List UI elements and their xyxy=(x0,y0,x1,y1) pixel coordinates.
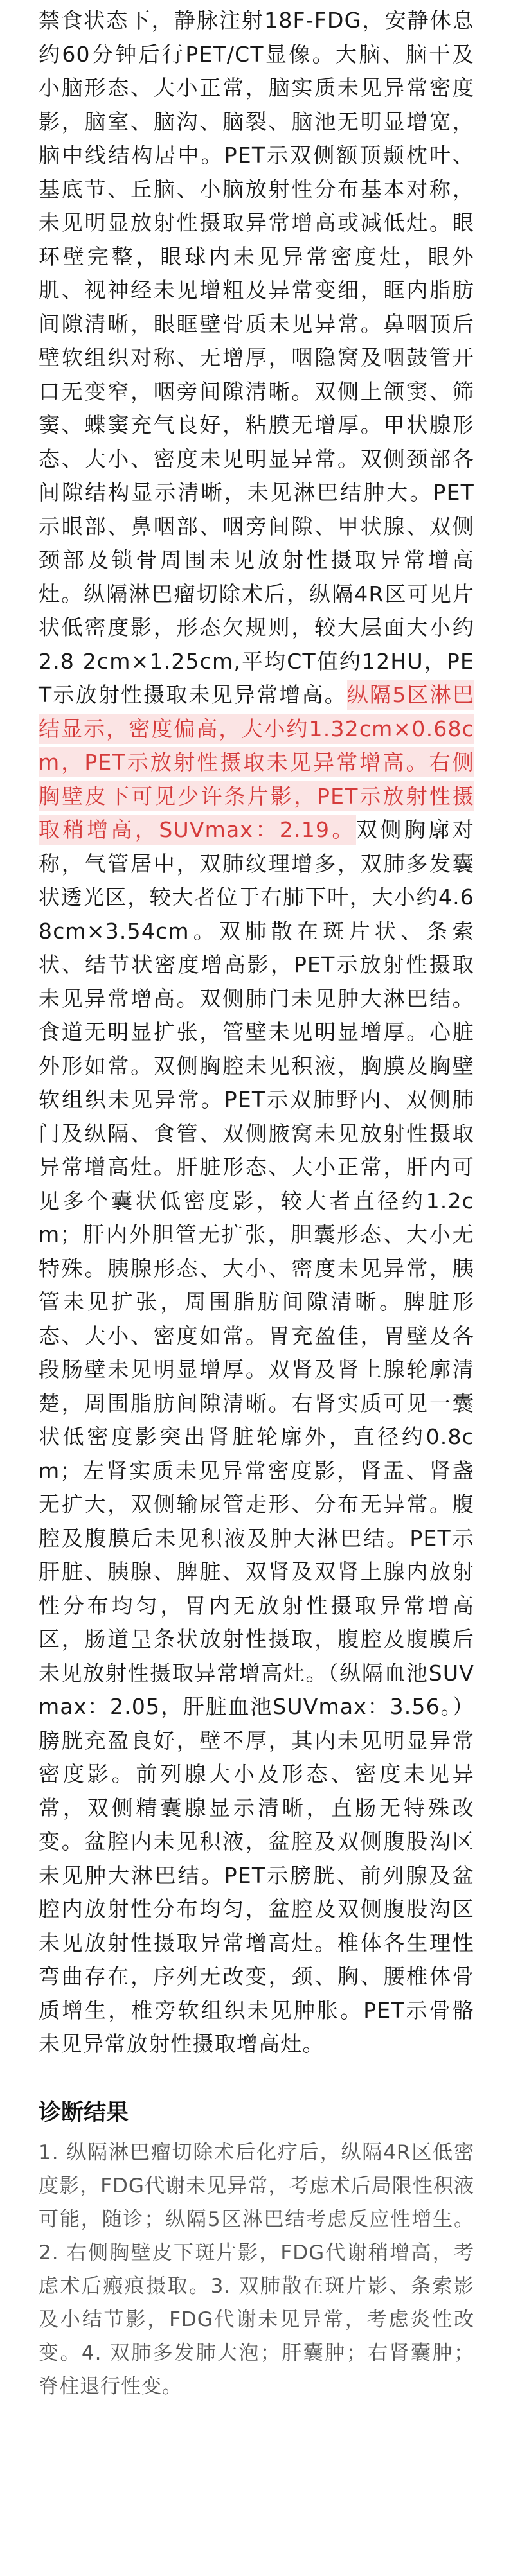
diagnosis-text: 1. 纵隔淋巴瘤切除术后化疗后，纵隔4R区低密度影，FDG代谢未见异常，考虑术后局限性积液可能，随诊；纵隔5区淋巴结考虑反应性增生。2. 右侧胸壁皮下斑片影，FDG代谢稍增高，考虑术后瘢痕摄取。3. 双肺散在斑片影、条索影及小结节影，FDG代谢未见异常，考虑炎性改变。4. 双肺多发肺大泡；肝囊肿；右肾囊肿；脊柱退行性变。 xyxy=(39,2140,474,2398)
diagnosis-title: 诊断结果 xyxy=(39,2099,129,2126)
findings-segment-2: 双侧胸廓对称，气管居中，双肺纹理增多，双肺多发囊状透光区，较大者位于右肺下叶，大小约4.68cm×3.54cm。双肺散在斑片状、条索状、结节状密度增高影，PET示放射性摄取未见异常增高。双侧肺门未见肿大淋巴结。食道无明显扩张，管壁未见明显增厚。心脏外形如常。双侧胸腔未见积液，胸膜及胸壁软组织未见异常。PET示双肺野内、双侧肺门及纵隔、食管、双侧腋窝未见放射性摄取异常增高灶。肝脏形态、大小正常，肝内可见多个囊状低密度影，较大者直径约1.2cm；肝内外胆管无扩张，胆囊形态、大小无特殊。胰腺形态、大小、密度未见异常，胰管未见扩张，周围脂肪间隙清晰。脾脏形态、大小、密度如常。胃充盈佳，胃壁及各段肠壁未见明显增厚。双肾及肾上腺轮廓清楚，周围脂肪间隙清晰。右肾实质可见一囊状低密度影突出肾脏轮廓外，直径约0.8cm；左肾实质未见异常密度影，肾盂、肾盏无扩大，双侧输尿管走形、分布无异常。腹腔及腹膜后未见积液及肿大淋巴结。PET示肝脏、胰腺、脾脏、双肾及双肾上腺内放射性分布均匀，胃内无放射性摄取异常增高区，肠道呈条状放射性摄取，腹腔及腹膜后未见放射性摄取异常增高灶。（纵隔血池SUVmax：2.05，肝脏血池SUVmax：3.56。）膀胱充盈良好，壁不厚，其内未见明显异常密度影。前列腺大小及形态、密度未见异常，双侧精囊腺显示清晰，直肠无特殊改变。盆腔内未见积液，盆腔及双侧腹股沟区未见肿大淋巴结。PET示膀胱、前列腺及盆腔内放射性分布均匀，盆腔及双侧腹股沟区未见放射性摄取异常增高灶。椎体各生理性弯曲存在，序列无改变，颈、胸、腰椎体骨质增生，椎旁软组织未见肿胀。PET示骨骼未见异常放射性摄取增高灶。 xyxy=(39,817,474,2056)
findings-highlight: 纵隔5区淋巴结显示，密度偏高，大小约1.32cm×0.68cm，PET示放射性摄取未见异常增高。右侧胸壁皮下可见少许条片影，PET示放射性摄取稍增高，SUVmax：2.19。 xyxy=(39,680,474,845)
findings-paragraph xyxy=(39,4,474,2061)
findings-segment-1: 禁食状态下，静脉注射18F-FDG，安静休息约60分钟后行PET/CT显像。大脑、脑干及小脑形态、大小正常，脑实质未见异常密度影，脑室、脑沟、脑裂、脑池无明显增宽，脑中线结构居中。PET示双侧额顶颞枕叶、基底节、丘脑、小脑放射性分布基本对称，未见明显放射性摄取异常增高或减低灶。眼环壁完整，眼球内未见异常密度灶，眼外肌、视神经未见增粗及异常变细，眶内脂肪间隙清晰，眼眶壁骨质未见异常。鼻咽顶后壁软组织对称、无增厚，咽隐窝及咽鼓管开口无变窄，咽旁间隙清晰。双侧上颌窦、筛窦、蝶窦充气良好，粘膜无增厚。甲状腺形态、大小、密度未见明显异常。双侧颈部各间隙结构显示清晰，未见淋巴结肿大。PET示眼部、鼻咽部、咽旁间隙、甲状腺、双侧颈部及锁骨周围未见放射性摄取异常增高灶。纵隔淋巴瘤切除术后，纵隔4R区可见片状低密度影，形态欠规则，较大层面大小约2.8 2cm×1.25cm,平均CT值约12HU，PET示放射性摄取未见异常增高。 xyxy=(39,8,474,707)
